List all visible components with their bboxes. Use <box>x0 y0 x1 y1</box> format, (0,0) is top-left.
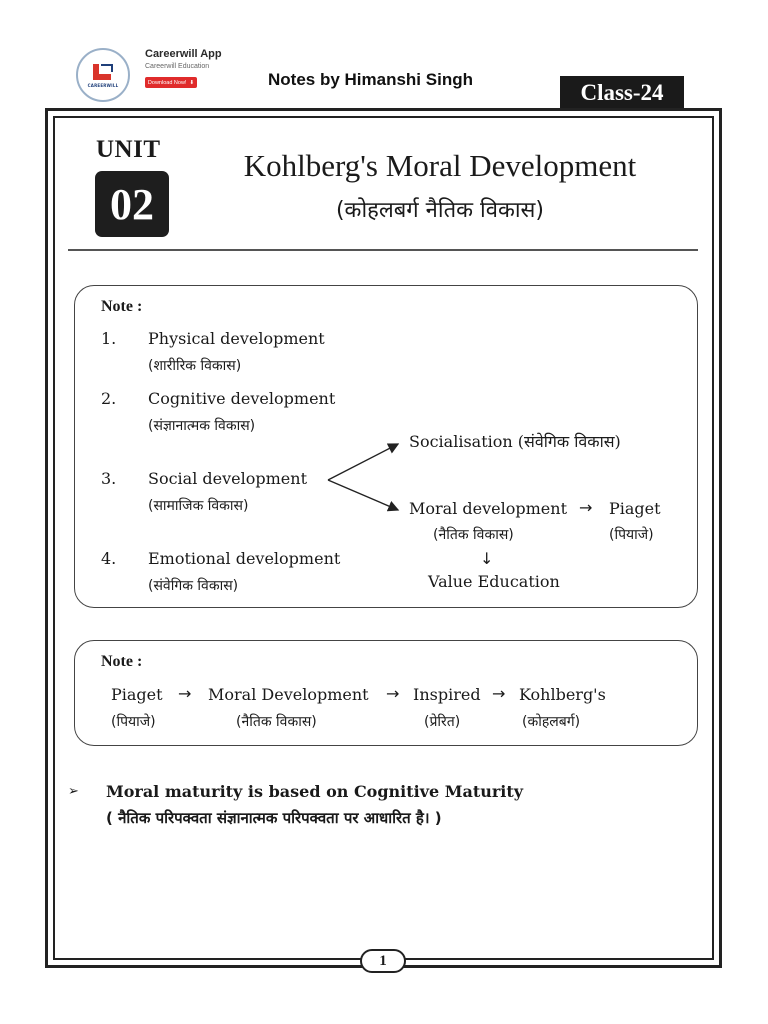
title-divider <box>68 249 698 251</box>
list-item-social-hindi: (सामाजिक विकास) <box>148 498 249 514</box>
bullet-statement-hindi: ( नैतिक परिपक्वता संज्ञानात्मक परिपक्वता पर आधारित है। ) <box>106 809 442 827</box>
list-item-number: 4. <box>101 549 117 568</box>
careerwill-logo <box>76 48 130 102</box>
right-arrow-icon: → <box>579 498 593 517</box>
bullet-arrow-icon: ➢ <box>68 784 79 799</box>
list-item-cognitive-hindi: (संज्ञानात्मक विकास) <box>148 418 256 434</box>
piaget-label: Piaget <box>609 499 661 518</box>
careerwill-logo-icon <box>91 62 115 82</box>
list-item-number: 3. <box>101 469 117 488</box>
flow-inspired: Inspired <box>413 685 481 704</box>
branch-moral-development: Moral development <box>409 499 567 518</box>
flow-kohlberg-hindi: (कोहलबर्ग) <box>522 714 581 730</box>
flow-piaget: Piaget <box>111 685 163 704</box>
note-heading: Note : <box>101 653 143 670</box>
download-label: Download Now! <box>147 79 187 86</box>
notes-author: Notes by Himanshi Singh <box>268 70 473 89</box>
flow-kohlberg: Kohlberg's <box>519 685 606 704</box>
value-education: Value Education <box>428 572 560 591</box>
right-arrow-icon: → <box>178 684 192 703</box>
list-item-physical-hindi: (शारीरिक विकास) <box>148 358 242 374</box>
piaget-hindi: (पियाजे) <box>609 527 654 543</box>
moral-development-hindi: (नैतिक विकास) <box>433 527 514 543</box>
flow-moral-development-hindi: (नैतिक विकास) <box>236 714 317 730</box>
app-name: Careerwill App <box>145 48 222 60</box>
flow-piaget-hindi: (पियाजे) <box>111 714 156 730</box>
list-item-social: Social development <box>148 469 307 488</box>
logo-text: CAREERWILL <box>87 83 119 88</box>
app-subtitle: Careerwill Education <box>145 63 210 70</box>
class-badge: Class-24 <box>560 76 684 109</box>
chapter-title-hindi: (कोहलबर्ग नैतिक विकास) <box>335 198 545 223</box>
download-icon: ⬇ <box>189 79 195 86</box>
page-number: 1 <box>360 949 406 973</box>
unit-number: 02 <box>95 171 169 237</box>
list-item-emotional-hindi: (संवेगिक विकास) <box>148 578 239 594</box>
bullet-statement: Moral maturity is based on Cognitive Maturity <box>106 782 524 801</box>
unit-label: UNIT <box>96 136 161 163</box>
down-arrow-icon: ↓ <box>480 549 494 568</box>
flow-inspired-hindi: (प्रेरित) <box>424 714 461 730</box>
chapter-title: Kohlberg's Moral Development <box>243 148 637 183</box>
list-item-cognitive: Cognitive development <box>148 389 336 408</box>
right-arrow-icon: → <box>492 684 506 703</box>
list-item-emotional: Emotional development <box>148 549 341 568</box>
list-item-number: 1. <box>101 329 117 348</box>
note-heading: Note : <box>101 298 143 315</box>
branch-socialisation: Socialisation (संवेगिक विकास) <box>409 432 621 451</box>
download-button[interactable] <box>145 77 197 88</box>
right-arrow-icon: → <box>386 684 400 703</box>
list-item-physical: Physical development <box>148 329 325 348</box>
list-item-number: 2. <box>101 389 117 408</box>
flow-moral-development: Moral Development <box>208 685 369 704</box>
